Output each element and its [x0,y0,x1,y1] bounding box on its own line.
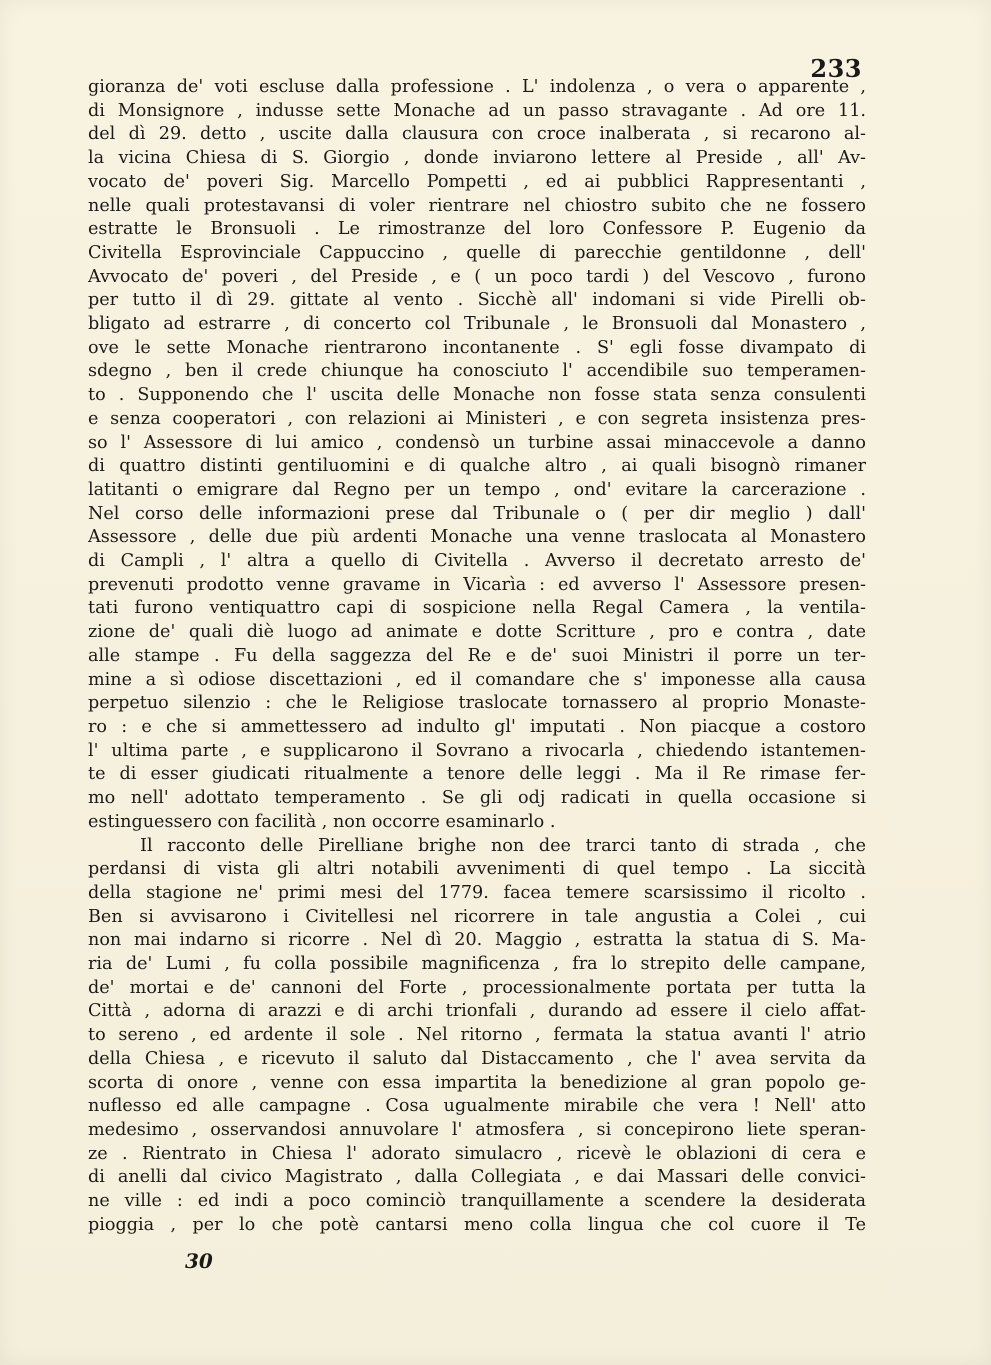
text-line-31: mo nell' adottato temperamento . Se gli odj radicati in quella occasione si [88,788,866,809]
text-line-25: alle stampe . Fu della saggezza del Re e de' suoi Ministri il porre un ter- [88,645,866,666]
text-line-12: ove le sette Monache rientrarono incontanente . S' egli fosse divampato di [88,337,866,358]
text-line-29: l' ultima parte , e supplicarono il Sovrano a rivocarla , chiedendo istantemen- [88,740,866,761]
text-line-26: mine a sì odiose discettazioni , ed il comandare che s' imponesse alla causa [88,669,866,690]
text-line-21: di Campli , l' altra a quello di Civitella . Avverso il decretato arresto de' [88,551,866,572]
text-line-3: del dì 29. detto , uscite dalla clausura con croce inalberata , si recarono al- [88,124,866,145]
text-line-23: tati furono ventiquattro capi di sospicione nella Regal Camera , la ventila- [88,598,866,619]
text-line-38: ria de' Lumi , fu colla possibile magnificenza , fra lo strepito delle campane, [88,954,866,975]
text-line-16: so l' Assessore di lui amico , condensò un turbine assai minaccevole a danno [88,432,866,453]
text-line-1: gioranza de' voti escluse dalla professione . L' indolenza , o vera o apparente , [88,77,866,97]
text-line-7: estratte le Bronsuoli . Le rimostranze del loro Confessore P. Eugenio da [88,219,866,240]
text-line-18: latitanti o emigrare dal Regno per un tempo , ond' evitare la carcerazione . [88,479,866,500]
text-line-28: ro : e che si ammettessero ad indulto gl' imputati . Non piacque a costoro [88,716,866,737]
text-line-15: e senza cooperatori , con relazioni ai Ministeri , e con segreta insistenza pres- [88,408,866,429]
text-line-32: estinguessero con facilità , non occorre esaminarlo . [88,811,556,832]
text-line-45: medesimo , osservandosi annuvolare l' atmosfera , si concepirono liete speran- [88,1119,866,1140]
text-line-42: della Chiesa , e ricevuto il saluto dal Distaccamento , che l' avea servita da [88,1048,866,1069]
text-line-48: ne ville : ed indi a poco cominciò tranquillamente a scendere la desiderata [88,1191,866,1212]
text-line-13: sdegno , ben il crede chiunque ha conosciuto l' accendibile suo temperamen- [88,361,866,382]
text-line-33: Il racconto delle Pirelliane brighe non dee trarci tanto di strada , che [140,835,866,856]
text-line-19: Nel corso delle informazioni prese dal Tribunale o ( per dir meglio ) dall' [88,503,866,524]
text-line-10: per tutto il dì 29. gittate al vento . Sicchè all' indomani si vide Pirelli ob- [88,290,866,311]
text-line-35: della stagione ne' primi mesi del 1779. facea temere scarsissimo il ricolto . [88,882,866,903]
text-line-8: Civitella Esprovinciale Cappuccino , quelle di parecchie gentildonne , dell' [88,242,866,263]
catchword: 30 [185,1249,213,1273]
page-number: 233 [810,54,862,83]
text-line-47: di anelli dal civico Magistrato , dalla Collegiata , e dai Massari delle convici- [88,1167,866,1188]
text-line-5: vocato de' poveri Sig. Marcello Pompetti , ed ai pubblici Rappresentanti , [88,171,866,192]
text-line-22: prevenuti prodotto venne gravame in Vicarìa : ed avverso l' Assessore presen- [88,574,866,595]
text-line-27: perpetuo silenzio : che le Religiose traslocate tornassero al proprio Monaste- [88,693,866,714]
text-line-6: nelle quali protestavansi di voler rientrare nel chiostro subito che ne fossero [88,195,866,216]
text-line-39: de' mortai e de' cannoni del Forte , processionalmente portata per tutta la [88,977,866,998]
text-line-37: non mai indarno si ricorre . Nel dì 20. Maggio , estratta la statua di S. Ma- [88,930,866,951]
text-line-9: Avvocato de' poveri , del Preside , e ( un poco tardi ) del Vescovo , furono [88,266,866,287]
text-line-40: Città , adorna di arazzi e di archi trionfali , durando ad essere il cielo affat- [88,1001,866,1022]
text-line-30: te di esser giudicati ritualmente a tenore delle leggi . Ma il Re rimase fer- [88,764,866,785]
text-line-2: di Monsignore , indusse sette Monache ad un passo stravagante . Ad ore 11. [88,100,866,121]
text-line-43: scorta di onore , venne con essa impartita la benedizione al gran popolo ge- [88,1072,866,1093]
body-text [88,76,866,1237]
text-line-14: to . Supponendo che l' uscita delle Monache non fosse stata senza consulenti [88,385,866,406]
text-line-24: zione de' quali diè luogo ad animate e dotte Scritture , pro e contra , date [88,622,866,643]
text-line-17: di quattro distinti gentiluomini e di qualche altro , ai quali bisognò rimaner [88,456,866,477]
text-line-34: perdansi di vista gli altri notabili avvenimenti di quel tempo . La siccità [88,859,866,880]
text-line-41: to sereno , ed ardente il sole . Nel ritorno , fermata la statua avanti l' atrio [88,1025,866,1046]
text-line-4: la vicina Chiesa di S. Giorgio , donde inviarono lettere al Preside , all' Av- [88,148,866,169]
text-line-49: pioggia , per lo che potè cantarsi meno colla lingua che col cuore il Te [88,1214,866,1235]
text-line-36: Ben si avvisarono i Civitellesi nel ricorrere in tale angustia a Colei , cui [88,906,866,927]
text-line-46: ze . Rientrato in Chiesa l' adorato simulacro , ricevè le oblazioni di cera e [88,1143,866,1164]
text-line-20: Assessore , delle due più ardenti Monache una venne traslocata al Monastero [88,527,866,548]
text-line-44: nuflesso ed alle campagne . Cosa ugualmente mirabile che vera ! Nell' atto [88,1096,866,1117]
text-line-11: bligato ad estrarre , di concerto col Tribunale , le Bronsuoli dal Monastero , [88,314,866,335]
